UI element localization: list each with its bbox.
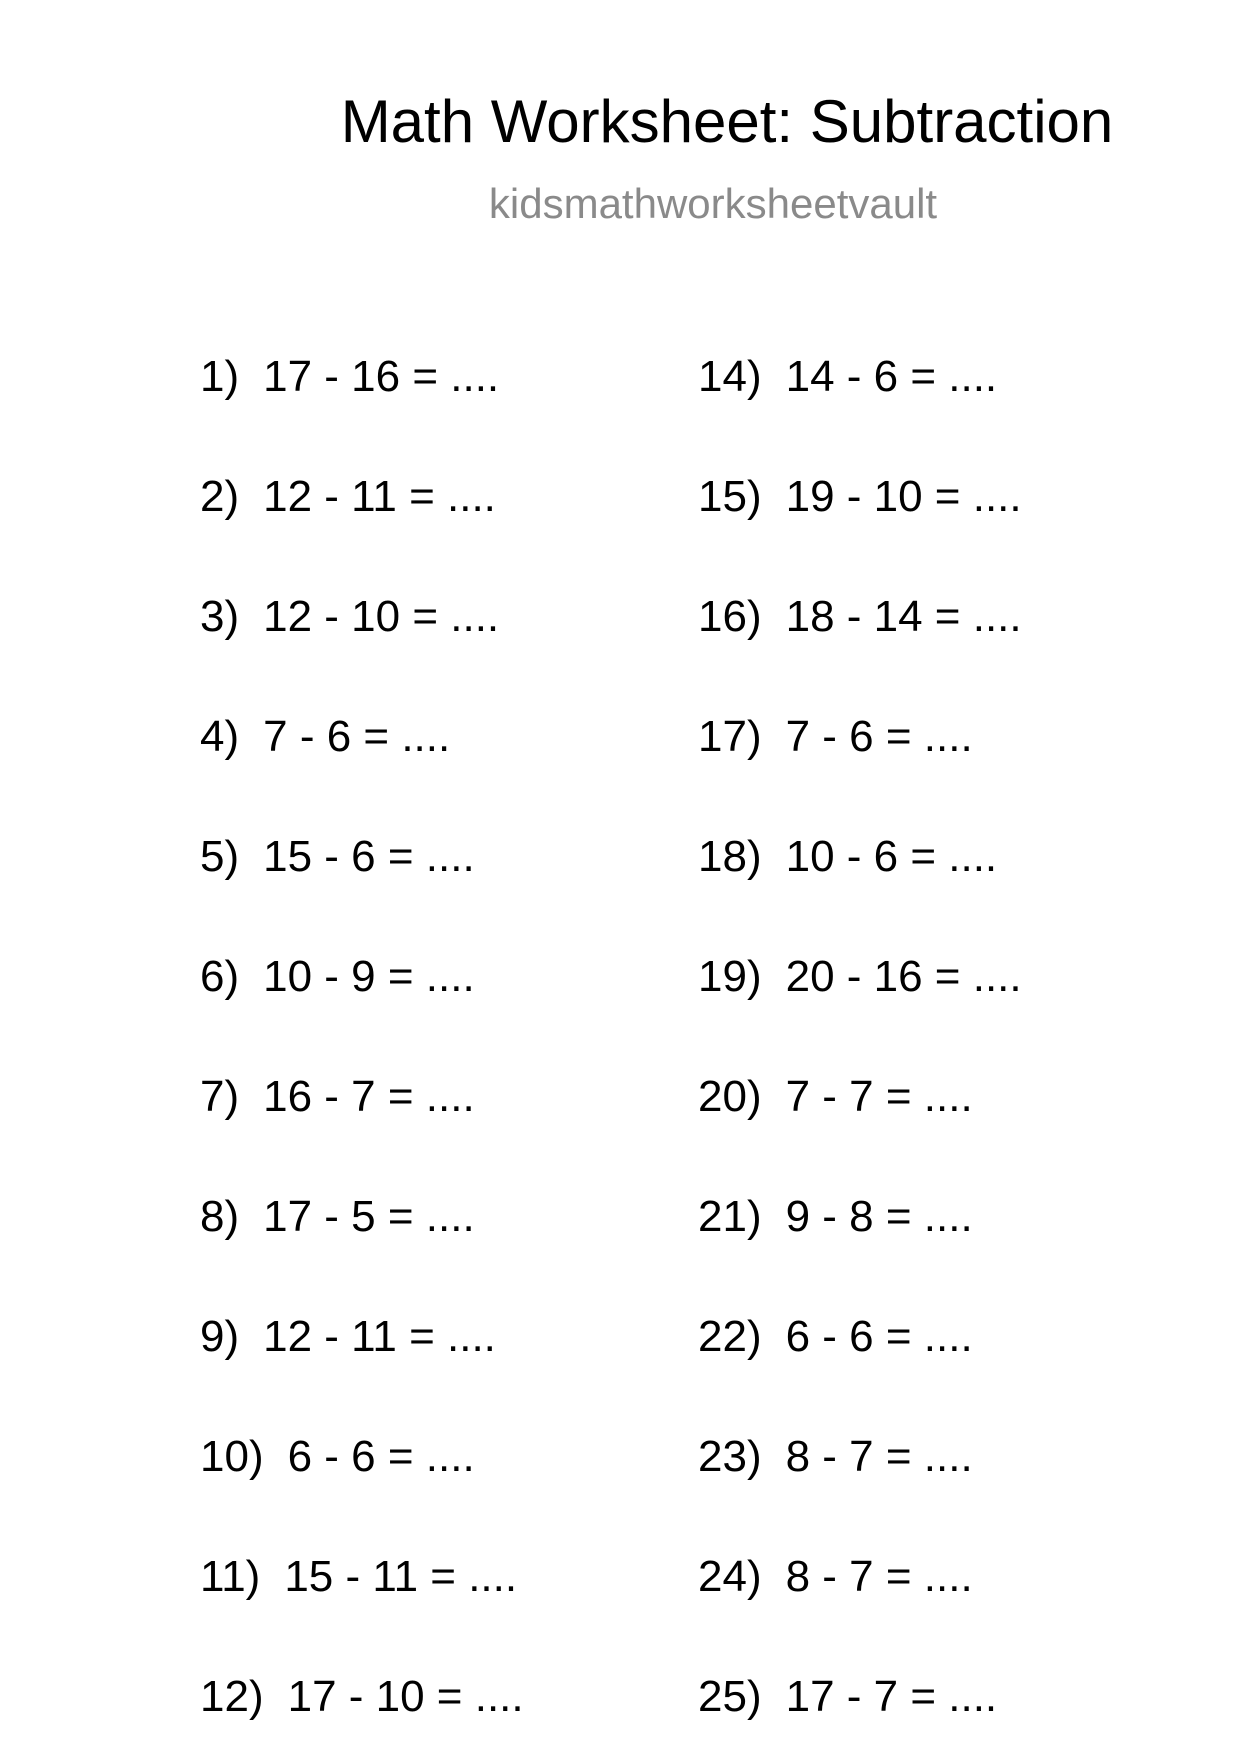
problem-number: 2) xyxy=(200,472,240,521)
problem-expression: 18 - 14 = .... xyxy=(785,592,1022,641)
problem-item xyxy=(698,1672,998,1721)
problem-expression: 6 - 6 = .... xyxy=(287,1432,475,1481)
problem-item xyxy=(698,592,1022,641)
problem-expression: 7 - 6 = .... xyxy=(785,712,973,761)
page-title: Math Worksheet: Subtraction xyxy=(340,88,1114,155)
problem-expression: 17 - 5 = .... xyxy=(263,1192,475,1241)
problem-item xyxy=(698,352,998,401)
problem-item xyxy=(200,592,500,641)
problem-number: 6) xyxy=(200,952,240,1001)
problem-number: 9) xyxy=(200,1312,240,1361)
problem-expression: 10 - 9 = .... xyxy=(263,952,475,1001)
problem-item xyxy=(200,1672,524,1721)
problem-expression: 17 - 7 = .... xyxy=(785,1672,998,1721)
problem-expression: 8 - 7 = .... xyxy=(785,1552,973,1601)
problem-expression: 17 - 10 = .... xyxy=(287,1672,524,1721)
problem-item xyxy=(698,832,998,881)
problem-number: 7) xyxy=(200,1072,240,1121)
problem-item xyxy=(200,952,475,1001)
problem-number: 18) xyxy=(698,832,762,881)
problem-item xyxy=(200,1312,496,1361)
problem-expression: 16 - 7 = .... xyxy=(263,1072,475,1121)
problem-item xyxy=(200,472,496,521)
problem-expression: 9 - 8 = .... xyxy=(785,1192,973,1241)
problem-number: 4) xyxy=(200,712,240,761)
problem-number: 11) xyxy=(200,1552,261,1601)
problem-item xyxy=(200,832,475,881)
problem-number: 17) xyxy=(698,712,762,761)
problem-number: 1) xyxy=(200,352,240,401)
problem-item xyxy=(698,1312,973,1361)
problem-number: 16) xyxy=(698,592,762,641)
problem-item xyxy=(200,712,451,761)
problem-item xyxy=(698,952,1022,1001)
problem-item xyxy=(698,1432,973,1481)
problem-number: 12) xyxy=(200,1672,264,1721)
problem-number: 14) xyxy=(698,352,762,401)
problem-number: 5) xyxy=(200,832,240,881)
problem-expression: 14 - 6 = .... xyxy=(785,352,998,401)
problem-number: 8) xyxy=(200,1192,240,1241)
problem-item xyxy=(698,1072,973,1121)
problem-number: 19) xyxy=(698,952,762,1001)
problem-item xyxy=(200,1072,475,1121)
problem-number: 22) xyxy=(698,1312,762,1361)
problem-expression: 15 - 6 = .... xyxy=(263,832,475,881)
problem-expression: 8 - 7 = .... xyxy=(785,1432,973,1481)
problem-expression: 15 - 11 = .... xyxy=(284,1552,518,1601)
problem-number: 23) xyxy=(698,1432,762,1481)
problem-number: 20) xyxy=(698,1072,762,1121)
problem-number: 24) xyxy=(698,1552,762,1601)
problem-expression: 20 - 16 = .... xyxy=(785,952,1022,1001)
problem-item xyxy=(200,352,500,401)
problem-item xyxy=(200,1552,518,1601)
problem-expression: 7 - 7 = .... xyxy=(785,1072,973,1121)
problem-expression: 12 - 11 = .... xyxy=(263,472,496,521)
problem-item xyxy=(698,1192,973,1241)
problem-expression: 17 - 16 = .... xyxy=(263,352,500,401)
problem-item xyxy=(200,1192,475,1241)
problem-number: 15) xyxy=(698,472,762,521)
problem-number: 25) xyxy=(698,1672,762,1721)
problem-expression: 12 - 11 = .... xyxy=(263,1312,496,1361)
problem-number: 10) xyxy=(200,1432,264,1481)
problem-expression: 7 - 6 = .... xyxy=(263,712,451,761)
problem-number: 21) xyxy=(698,1192,762,1241)
site-name: kidsmathworksheetvault xyxy=(488,180,938,227)
problem-expression: 12 - 10 = .... xyxy=(263,592,500,641)
problem-expression: 10 - 6 = .... xyxy=(785,832,998,881)
problem-item xyxy=(200,1432,475,1481)
problem-expression: 6 - 6 = .... xyxy=(785,1312,973,1361)
problem-expression: 19 - 10 = .... xyxy=(785,472,1022,521)
problem-item xyxy=(698,472,1022,521)
problem-item xyxy=(698,712,973,761)
problem-number: 3) xyxy=(200,592,240,641)
problem-item xyxy=(698,1552,973,1601)
